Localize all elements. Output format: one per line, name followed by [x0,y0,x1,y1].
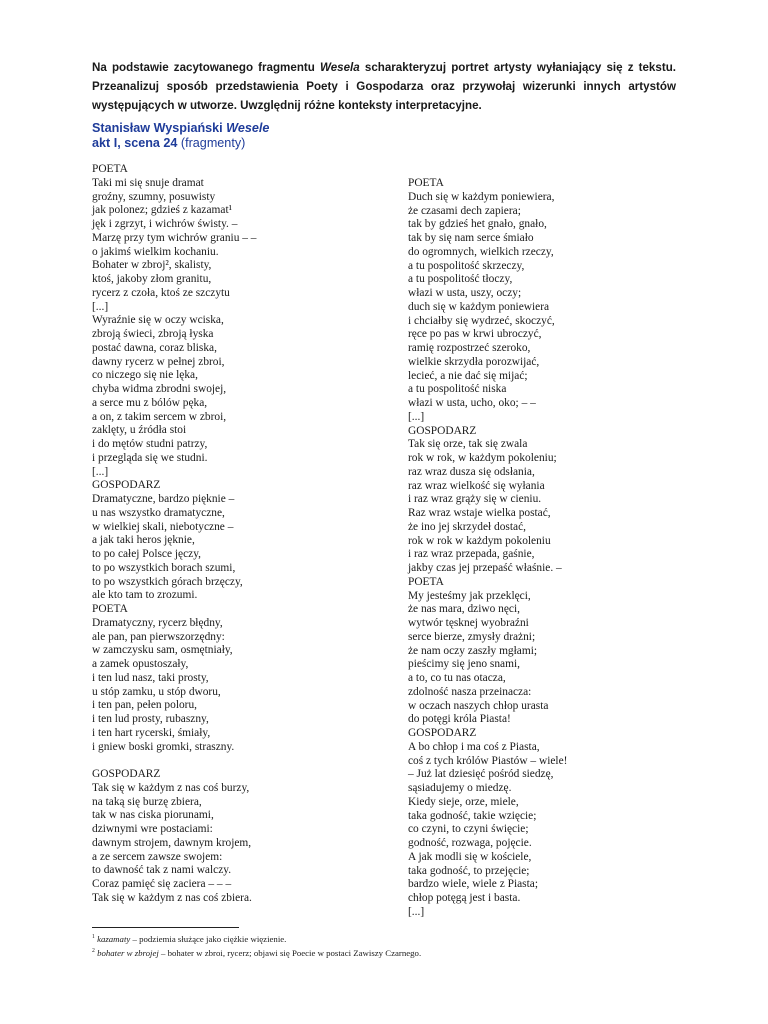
poem-line: ręce po pas w krwi ubroczyć, [408,328,542,341]
poem-line: A jak modli się w kościele, [408,850,532,863]
poem-line: GOSPODARZ [92,768,161,780]
poem-line: POETA [408,575,444,588]
poem-line: to po wszystkich górach brzęczy, [92,575,243,588]
footnote-1 [92,932,421,946]
poem-line: Dramatyczny, rycerz błędny, [92,616,223,629]
poem-line: a to, co tu nas otacza, [408,672,506,684]
poem-line: groźny, szumny, posuwisty [92,190,216,203]
poem-line: i gniew boski gromki, straszny. [92,740,235,753]
poem-line: Duch się w każdym poniewiera, [408,190,555,203]
poem-line: jęk i zgrzyt, i wichrów świsty. – [92,218,238,230]
poem-line: w oczach naszych chłop urasta [408,699,549,712]
poem-line: Taki mi się snuje dramat [92,176,204,189]
poem-line: coś z tych królów Piastów – wiele! [408,754,568,767]
poem-line: a tu pospolitość tłoczy, [408,273,513,286]
poem-line: zdolność nasza przeinacza: [408,685,532,698]
poem-line: Tak się w każdym z nas coś burzy, [92,781,250,794]
poem-column-right [408,177,567,920]
poem-line: ramię rozpostrzeć szeroko, [408,342,531,354]
poem-line: zaklęty, u źródła stoi [92,424,187,437]
poem-line: raz wraz wielkość się wyłania [408,479,545,492]
poem-line: to po wszystkich borach szumi, [92,561,236,574]
poem-line: u nas wszystko dramatyczne, [92,506,225,519]
poem-line: że ino jej skrzydeł dostać, [408,520,526,533]
poem-line: lecieć, a nie dać się mijać; [408,369,528,382]
poem-line: ale pan, pan pierwszorzędny: [92,630,225,643]
poem-line: Bohater w zbroj², skalisty, [92,259,212,272]
poem-line: godność, rozwaga, pojęcie. [408,837,532,849]
footnotes [92,932,421,960]
poem-line: to dawność tak z nami walczy. [92,864,232,877]
poem-line: co czyni, to czyni święcie; [408,823,529,836]
poem-line: GOSPODARZ [408,727,477,739]
poem-line: o jakimś wielkim kochaniu. [92,245,219,258]
poem-line: że nam oczy zaszły mgłami; [408,644,538,657]
poem-line: [...] [408,905,425,918]
poem-line: a zamek opustoszały, [92,658,189,670]
poem-line: do ogromnych, wielkich rzeczy, [408,245,554,258]
poem-line: bardzo wiele, wiele z Piasta; [408,878,538,891]
poem-line: tak by się nam serce śmiało [408,232,534,244]
poem-line: postać dawna, coraz bliska, [92,341,217,354]
poem-column-left [92,163,256,906]
poem-line: Coraz pamięć się zaciera – – – [92,878,232,890]
poem-line: w wielkiej skali, niebotyczne – [92,520,234,533]
poem-line: i przegląda się we studni. [92,451,208,464]
poem-line: Marzę przy tym wichrów graniu – – [92,231,257,244]
poem-line: dziwnymi wre postaciami: [92,823,213,835]
poem-line: pieścimy się jeno snami, [408,658,520,671]
poem-line: serce bierze, zmysły drażni; [408,630,536,643]
footnote-number: 1 [92,934,95,941]
poem-line: wytwór tęsknej wyobraźni [408,617,529,629]
poem-line: My jesteśmy jak przeklęci, [408,589,531,602]
poem-line: taka godność, takie wzięcie; [408,809,537,822]
poem-line: włazi w usta, uszy, oczy; [408,287,522,299]
source-heading [92,121,269,151]
poem-line: dawnym strojem, dawnym krojem, [92,836,252,849]
poem-line: A bo chłop i ma coś z Piasta, [408,740,540,753]
poem-line: że nas mara, dziwo nęci, [408,603,520,616]
footnote-divider [92,927,239,928]
poem-line: ktoś, jakoby złom granitu, [92,273,212,285]
poem-line: i chciałby się wydrzeć, skoczyć, [408,314,555,327]
poem-line: [...] [408,410,425,423]
poem-line: i ten hart rycerski, śmiały, [92,726,211,739]
poem-line: rok w rok w każdym pokoleniu [408,534,551,547]
poem-line: GOSPODARZ [408,424,477,437]
poem-line: POETA [92,163,128,175]
author-line [92,121,269,136]
poem-line: duch się w każdym poniewiera [408,300,550,313]
poem-line: dawny rycerz w pełnej zbroi, [92,355,225,368]
poem-line: jak polonez; gdzieś z kazamat¹ [92,204,233,217]
footnote-term: bohater w zbrojej [97,948,159,958]
poem-line: GOSPODARZ [92,479,161,492]
instruction-part-2: scharakteryzuj portret artysty wyłaniający się z tekstu. Przeanalizuj sposób przedstawienia Poety i Gospodarza oraz przywołaj wizerunki innych artystów występujących w utworze. Uwzględnij różne konteksty interpretacyjne. [92,61,676,112]
poem-line: rycerz z czoła, ktoś ze szczytu [92,286,230,299]
poem-line: w zamczysku sam, osmętniały, [92,644,233,657]
poem-line: ale kto tam to zrozumi. [92,589,198,602]
stanza-gap [92,754,256,768]
poem-line: sąsiadujemy o miedzę. [408,782,512,794]
poem-line: i ten lud prosty, rubaszny, [92,713,209,725]
footnote-2 [92,946,421,960]
instruction-title-word: Wesela [319,61,360,74]
poem-line: na taką się burzę zbiera, [92,795,202,808]
poem-line: i ten pan, pełen poloru, [92,699,198,712]
poem-line: a jak taki heros jęknie, [92,534,195,547]
poem-line: Dramatyczne, bardzo pięknie – [92,493,235,505]
poem-line: Tak się w każdym z nas coś zbiera. [92,891,252,904]
poem-line: POETA [408,177,444,189]
poem-line: [...] [92,300,109,313]
poem-line: raz wraz dusza się odsłania, [408,465,535,478]
poem-line: i do mętów studni patrzy, [92,438,208,450]
poem-line: chłop potęgą jest i basta. [408,892,521,904]
poem-line: tak by gdzieś het gnało, gnało, [408,218,547,231]
task-instruction [92,58,676,115]
poem-line: Tak się orze, tak się zwala [408,438,528,451]
poem-line: a tu pospolitość skrzeczy, [408,259,525,272]
act-scene: akt I, scena 24 [92,136,178,150]
poem-line: tak w nas ciska piorunami, [92,809,214,822]
poem-line: włazi w usta, ucho, oko; – – [408,397,536,409]
instruction-part-1: Na podstawie zacytowanego fragmentu [92,61,320,74]
work-title: Wesele [226,121,270,135]
poem-line: – Już lat dziesięć pośród siedzę, [408,768,554,781]
poem-line: u stóp zamku, u stóp dworu, [92,685,221,698]
poem-line: a tu pospolitość niska [408,383,507,396]
poem-line: że czasami dech zapiera; [408,204,521,217]
poem-line: [...] [92,465,109,478]
author-name: Stanisław Wyspiański [92,121,227,135]
poem-line: a serce mu z bólów pęka, [92,396,208,409]
poem-line: chyba widma zbrodni swojej, [92,383,227,395]
poem-line: Raz wraz wstaje wielka postać, [408,507,551,519]
footnote-number: 2 [92,948,95,955]
poem-line: i raz wraz grąży się w cieniu. [408,493,542,506]
poem-line: i ten lud nasz, taki prosty, [92,671,209,684]
fragments-note: (fragmenty) [177,136,246,150]
poem-line: Wyraźnie się w oczy wciska, [92,314,224,327]
act-line [92,136,269,151]
poem-line: POETA [92,603,128,615]
poem-line: wielkie skrzydła porozwijać, [408,355,540,368]
poem-line: i raz wraz przepada, gaśnie, [408,548,535,561]
poem-line: to po całej Polsce jęczy, [92,548,202,560]
poem-line: zbroją świeci, zbroją łyska [92,328,214,340]
poem-line: jakby czas jej przepaść właśnie. – [408,562,562,574]
footnote-term: kazamaty [97,934,131,944]
poem-line: a on, z takim sercem w zbroi, [92,410,227,423]
footnote-text: – podziemia służące jako ciężkie więzienie. [130,934,287,944]
poem-line: Kiedy sieje, orze, miele, [408,795,519,808]
poem-line: taka godność, to przejęcie; [408,864,530,877]
poem-line: co niczego się nie lęka, [92,369,198,382]
poem-line: do potęgi króla Piasta! [408,713,511,726]
footnote-text: – bohater w zbroi, rycerz; objawi się Poecie w postaci Zawiszy Czarnego. [158,948,422,958]
poem-line: a ze sercem zawsze swojem: [92,850,223,863]
poem-line: rok w rok, w każdym pokoleniu; [408,452,557,464]
